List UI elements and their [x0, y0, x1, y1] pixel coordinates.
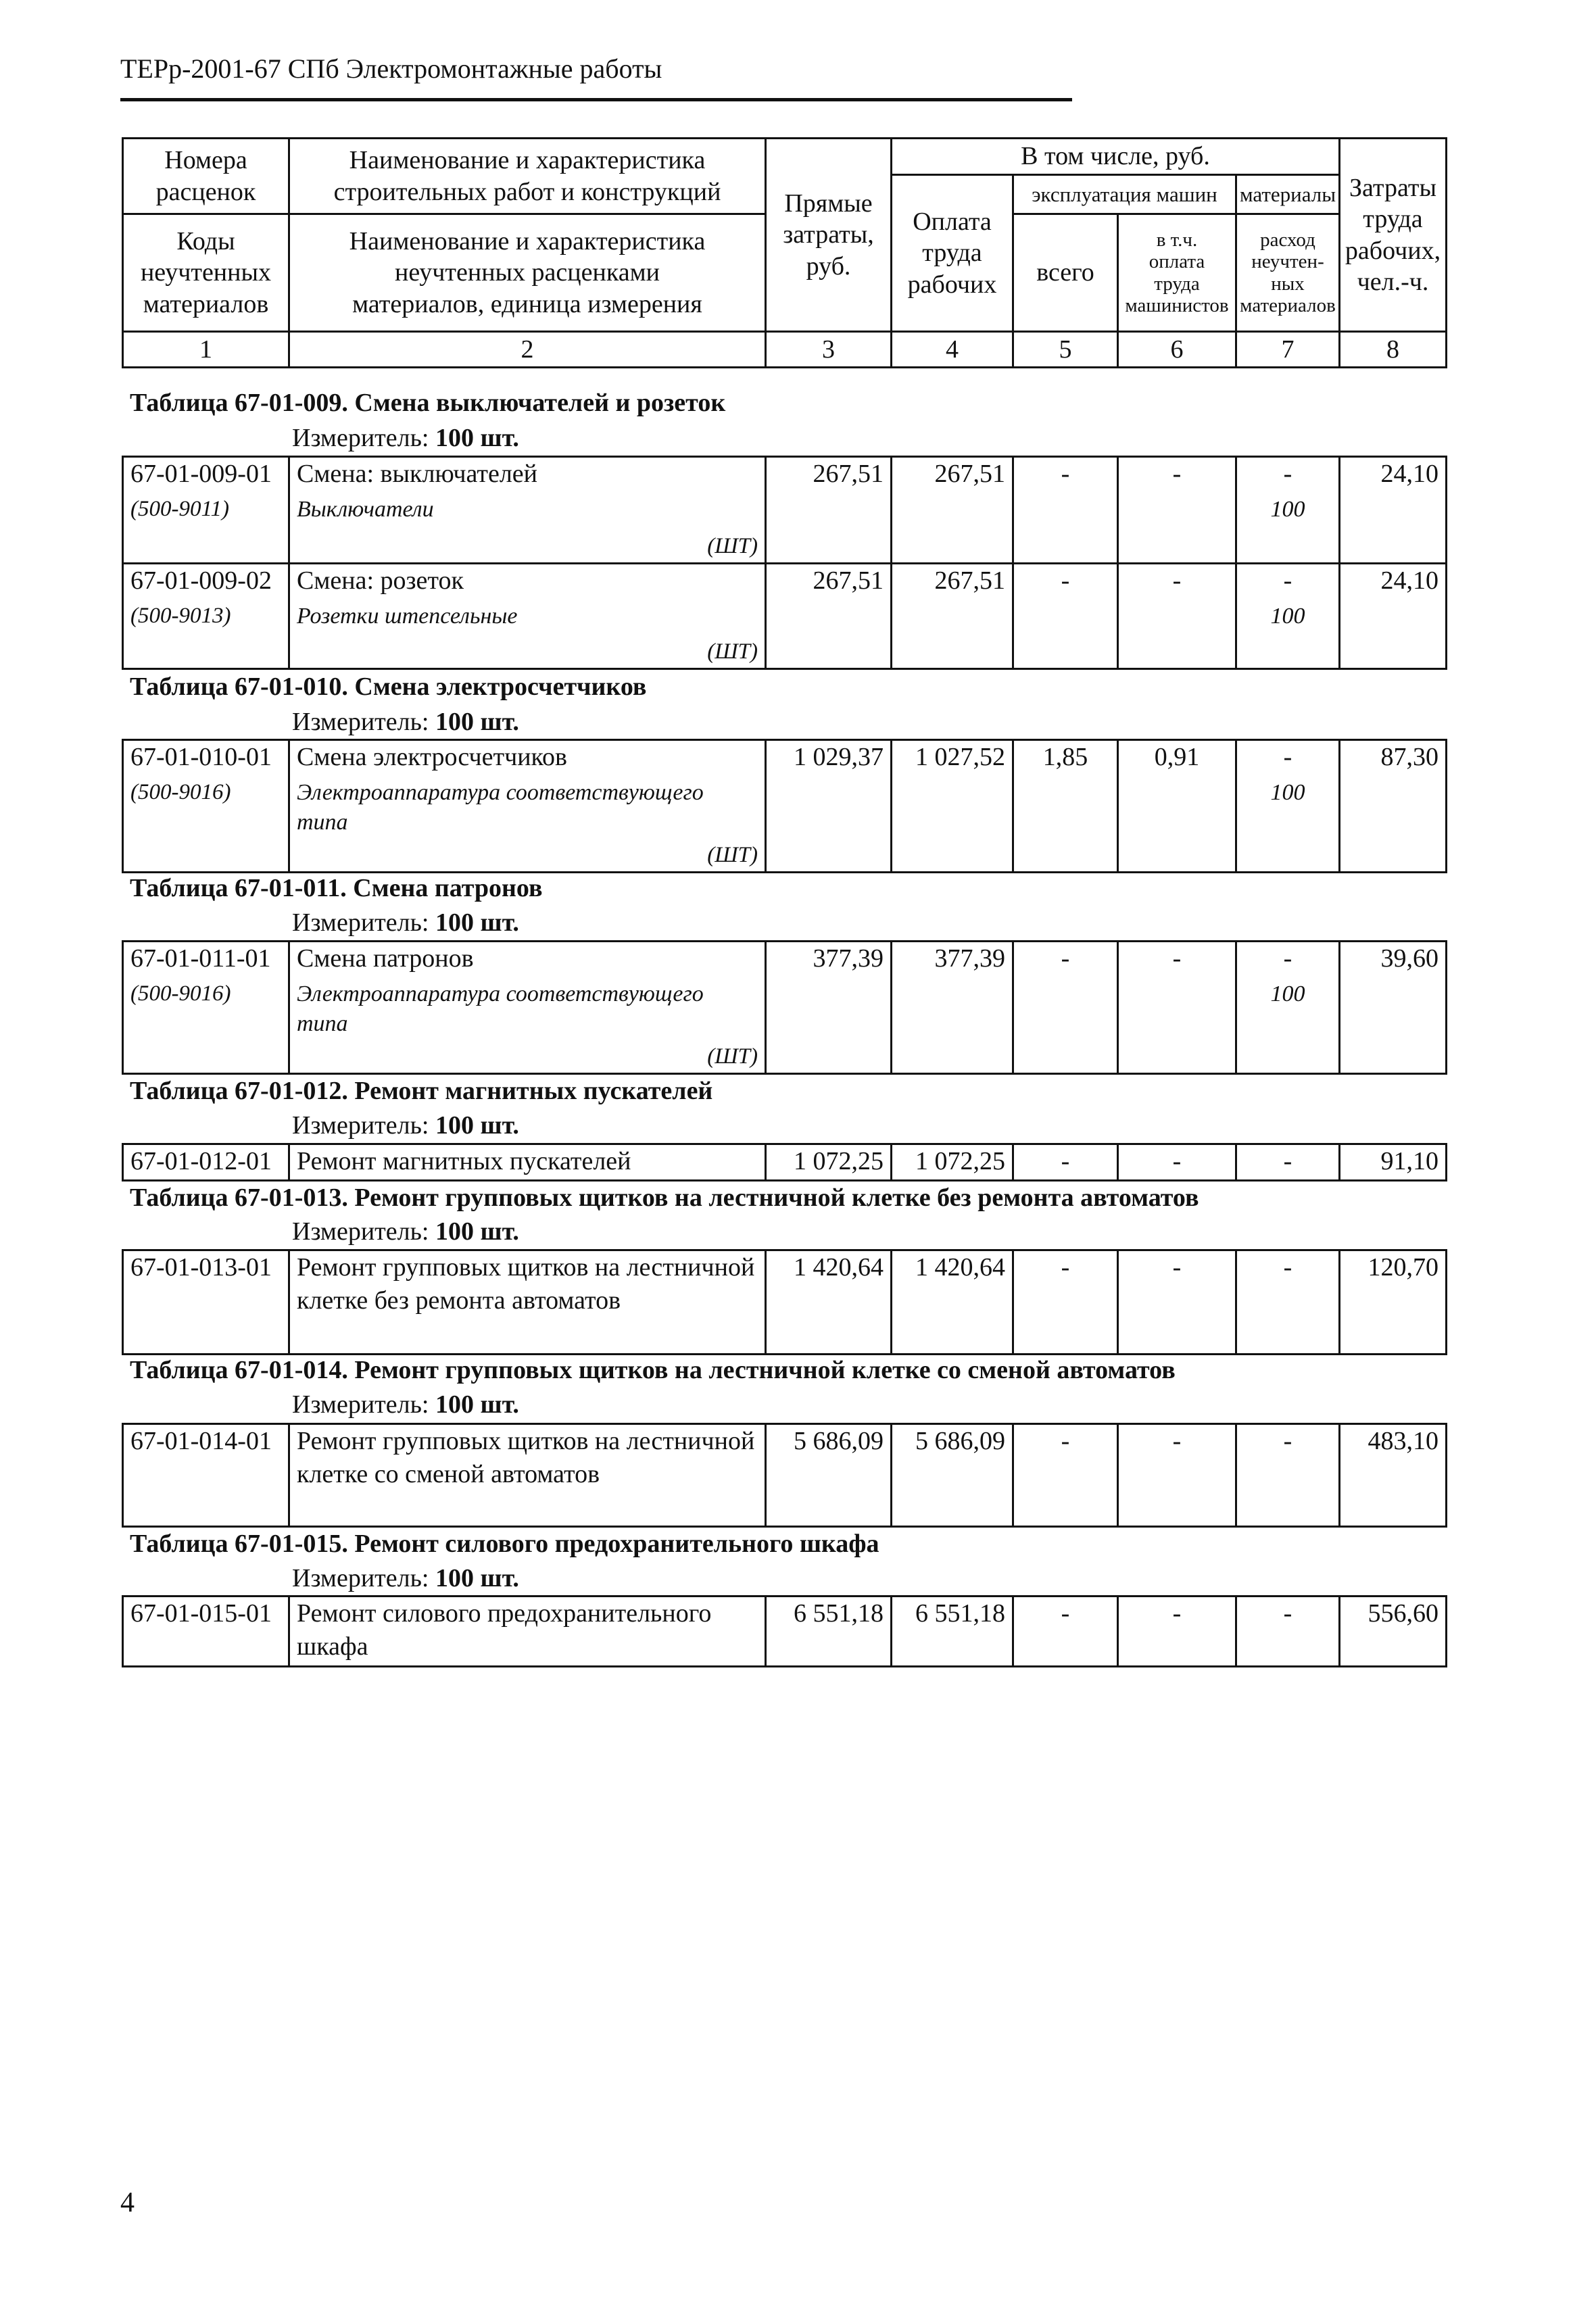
- material-code: (500-9013): [123, 602, 289, 669]
- material-code: (500-9011): [123, 495, 289, 564]
- col2-bottom-header: Наименование и характеристика неучтенных расценками материалов, единица измерения: [289, 214, 766, 332]
- table-meter: Измеритель: 100 шт.: [292, 1111, 519, 1140]
- labor-pay: 1 027,52: [892, 740, 1013, 873]
- materials-value: -: [1236, 457, 1340, 495]
- rate-code: 67-01-009-01: [123, 457, 289, 495]
- table-caption: Таблица 67-01-012. Ремонт магнитных пускателей: [130, 1077, 713, 1105]
- materials-value: -: [1236, 1597, 1340, 1667]
- machines-total: -: [1013, 1424, 1118, 1527]
- material-name: Розетки штепсельные (ШТ): [289, 602, 766, 669]
- machinist-pay: 0,91: [1118, 740, 1236, 873]
- machines-total: -: [1013, 942, 1118, 1074]
- table-meter: Измеритель: 100 шт.: [292, 1390, 519, 1419]
- work-name: Ремонт групповых щитков на лестничной клетке со сменой автоматов: [289, 1424, 766, 1527]
- labor-pay: 377,39: [892, 942, 1013, 1074]
- rate-table-011: [122, 940, 1447, 1075]
- direct-cost: 1 029,37: [766, 740, 892, 873]
- machinist-pay: -: [1118, 1424, 1236, 1527]
- material-unit: (ШТ): [707, 534, 758, 559]
- table-row: [123, 1597, 1447, 1667]
- labor-pay: 267,51: [892, 457, 1013, 564]
- table-caption: Таблица 67-01-011. Смена патронов: [130, 874, 543, 902]
- materials-header: материалы: [1236, 175, 1340, 214]
- work-name: Смена патронов: [289, 942, 766, 979]
- rate-code: 67-01-013-01: [123, 1250, 289, 1355]
- col8-header: Затраты труда рабочих, чел.-ч.: [1340, 139, 1447, 332]
- col1-bottom-header: Коды неучтенных материалов: [123, 214, 289, 332]
- material-unit: (ШТ): [707, 639, 758, 664]
- labor-hours: 39,60: [1340, 942, 1447, 1074]
- labor-pay: 1 072,25: [892, 1144, 1013, 1181]
- labor-pay: 6 551,18: [892, 1597, 1013, 1667]
- labor-pay: 267,51: [892, 564, 1013, 669]
- material-name: Электроаппаратура соответствующего типа (ШТ): [289, 979, 766, 1074]
- table-row: [123, 564, 1447, 602]
- material-unit: (ШТ): [707, 1044, 758, 1069]
- material-qty: 100: [1236, 495, 1340, 564]
- material-qty: 100: [1236, 979, 1340, 1074]
- col-number: 7: [1236, 332, 1340, 368]
- table-row: [123, 1250, 1447, 1355]
- col2-top-header: Наименование и характеристика строительных работ и конструкций: [289, 139, 766, 214]
- table-row: [123, 942, 1447, 979]
- table-meter: Измеритель: 100 шт.: [292, 1217, 519, 1246]
- work-name: Ремонт групповых щитков на лестничной клетке без ремонта автоматов: [289, 1250, 766, 1355]
- rate-table-012: [122, 1143, 1447, 1181]
- table-row: [123, 457, 1447, 495]
- rate-code: 67-01-015-01: [123, 1597, 289, 1667]
- direct-cost: 1 420,64: [766, 1250, 892, 1355]
- table-row: [123, 740, 1447, 778]
- col1-top-header: Номера расценок: [123, 139, 289, 214]
- table-row: [123, 1424, 1447, 1527]
- table-meter: Измеритель: 100 шт.: [292, 708, 519, 736]
- machinist-pay: -: [1118, 942, 1236, 1074]
- machines-total: -: [1013, 1250, 1118, 1355]
- direct-cost: 377,39: [766, 942, 892, 1074]
- rate-code: 67-01-009-02: [123, 564, 289, 602]
- machines-total: 1,85: [1013, 740, 1118, 873]
- page-header-title: ТЕРр-2001-67 СПб Электромонтажные работы: [120, 53, 662, 84]
- work-name: Ремонт силового предохранительного шкафа: [289, 1597, 766, 1667]
- machinist-pay: -: [1118, 457, 1236, 564]
- work-name: Смена: выключателей: [289, 457, 766, 495]
- materials-value: -: [1236, 564, 1340, 602]
- rate-code: 67-01-010-01: [123, 740, 289, 778]
- col-number: 5: [1013, 332, 1118, 368]
- header-rule: [120, 98, 1072, 101]
- table-meter: Измеритель: 100 шт.: [292, 1564, 519, 1592]
- material-unit: (ШТ): [707, 843, 758, 868]
- table-row: [123, 1144, 1447, 1181]
- direct-cost: 1 072,25: [766, 1144, 892, 1181]
- column-header-table: [122, 137, 1447, 368]
- material-qty: 100: [1236, 602, 1340, 669]
- materials-value: -: [1236, 942, 1340, 979]
- rate-table-013: [122, 1249, 1447, 1355]
- material-name: Выключатели (ШТ): [289, 495, 766, 564]
- machinist-pay: -: [1118, 1250, 1236, 1355]
- table-caption: Таблица 67-01-014. Ремонт групповых щитков на лестничной клетке со сменой автоматов: [130, 1356, 1176, 1384]
- table-caption: Таблица 67-01-015. Ремонт силового предохранительного шкафа: [130, 1530, 879, 1558]
- materials-value: -: [1236, 740, 1340, 778]
- work-name: Ремонт магнитных пускателей: [289, 1144, 766, 1181]
- col7-header: расход неучтен- ных материалов: [1236, 214, 1340, 332]
- work-name: Смена электросчетчиков: [289, 740, 766, 778]
- col-number: 4: [892, 332, 1013, 368]
- direct-cost: 267,51: [766, 457, 892, 564]
- col-number: 8: [1340, 332, 1447, 368]
- machines-header: эксплуатация машин: [1013, 175, 1236, 214]
- material-qty: 100: [1236, 778, 1340, 873]
- rate-code: 67-01-014-01: [123, 1424, 289, 1527]
- labor-hours: 24,10: [1340, 457, 1447, 564]
- col6-header: в т.ч. оплата труда машинистов: [1118, 214, 1236, 332]
- material-code: (500-9016): [123, 979, 289, 1074]
- machinist-pay: -: [1118, 1144, 1236, 1181]
- machines-total: -: [1013, 457, 1118, 564]
- col3-header: Прямые затраты, руб.: [766, 139, 892, 332]
- material-name: Электроаппаратура соответствующего типа (ШТ): [289, 778, 766, 873]
- materials-value: -: [1236, 1250, 1340, 1355]
- machines-total: -: [1013, 564, 1118, 669]
- labor-hours: 87,30: [1340, 740, 1447, 873]
- labor-hours: 24,10: [1340, 564, 1447, 669]
- table-caption: Таблица 67-01-013. Ремонт групповых щитков на лестничной клетке без ремонта автоматов: [130, 1184, 1199, 1212]
- table-meter: Измеритель: 100 шт.: [292, 424, 519, 452]
- machines-total: -: [1013, 1144, 1118, 1181]
- page-number: 4: [120, 2187, 135, 2218]
- direct-cost: 5 686,09: [766, 1424, 892, 1527]
- rate-code: 67-01-011-01: [123, 942, 289, 979]
- labor-hours: 91,10: [1340, 1144, 1447, 1181]
- col-number: 6: [1118, 332, 1236, 368]
- table-caption: Таблица 67-01-009. Смена выключателей и розеток: [130, 389, 726, 417]
- col-number: 2: [289, 332, 766, 368]
- machinist-pay: -: [1118, 1597, 1236, 1667]
- labor-hours: 556,60: [1340, 1597, 1447, 1667]
- direct-cost: 267,51: [766, 564, 892, 669]
- labor-pay: 5 686,09: [892, 1424, 1013, 1527]
- materials-value: -: [1236, 1424, 1340, 1527]
- labor-hours: 483,10: [1340, 1424, 1447, 1527]
- rate-table-015: [122, 1595, 1447, 1667]
- group-header: В том числе, руб.: [892, 139, 1340, 175]
- rate-table-010: [122, 739, 1447, 873]
- work-name: Смена: розеток: [289, 564, 766, 602]
- rate-code: 67-01-012-01: [123, 1144, 289, 1181]
- rate-table-014: [122, 1423, 1447, 1528]
- labor-pay: 1 420,64: [892, 1250, 1013, 1355]
- table-meter: Измеритель: 100 шт.: [292, 908, 519, 937]
- machinist-pay: -: [1118, 564, 1236, 669]
- materials-value: -: [1236, 1144, 1340, 1181]
- col-number: 3: [766, 332, 892, 368]
- table-caption: Таблица 67-01-010. Смена электросчетчиков: [130, 673, 647, 701]
- col4-header: Оплата труда рабочих: [892, 175, 1013, 332]
- rate-table-009: [122, 456, 1447, 670]
- material-code: (500-9016): [123, 778, 289, 873]
- col5-header: всего: [1013, 214, 1118, 332]
- col-number: 1: [123, 332, 289, 368]
- direct-cost: 6 551,18: [766, 1597, 892, 1667]
- labor-hours: 120,70: [1340, 1250, 1447, 1355]
- machines-total: -: [1013, 1597, 1118, 1667]
